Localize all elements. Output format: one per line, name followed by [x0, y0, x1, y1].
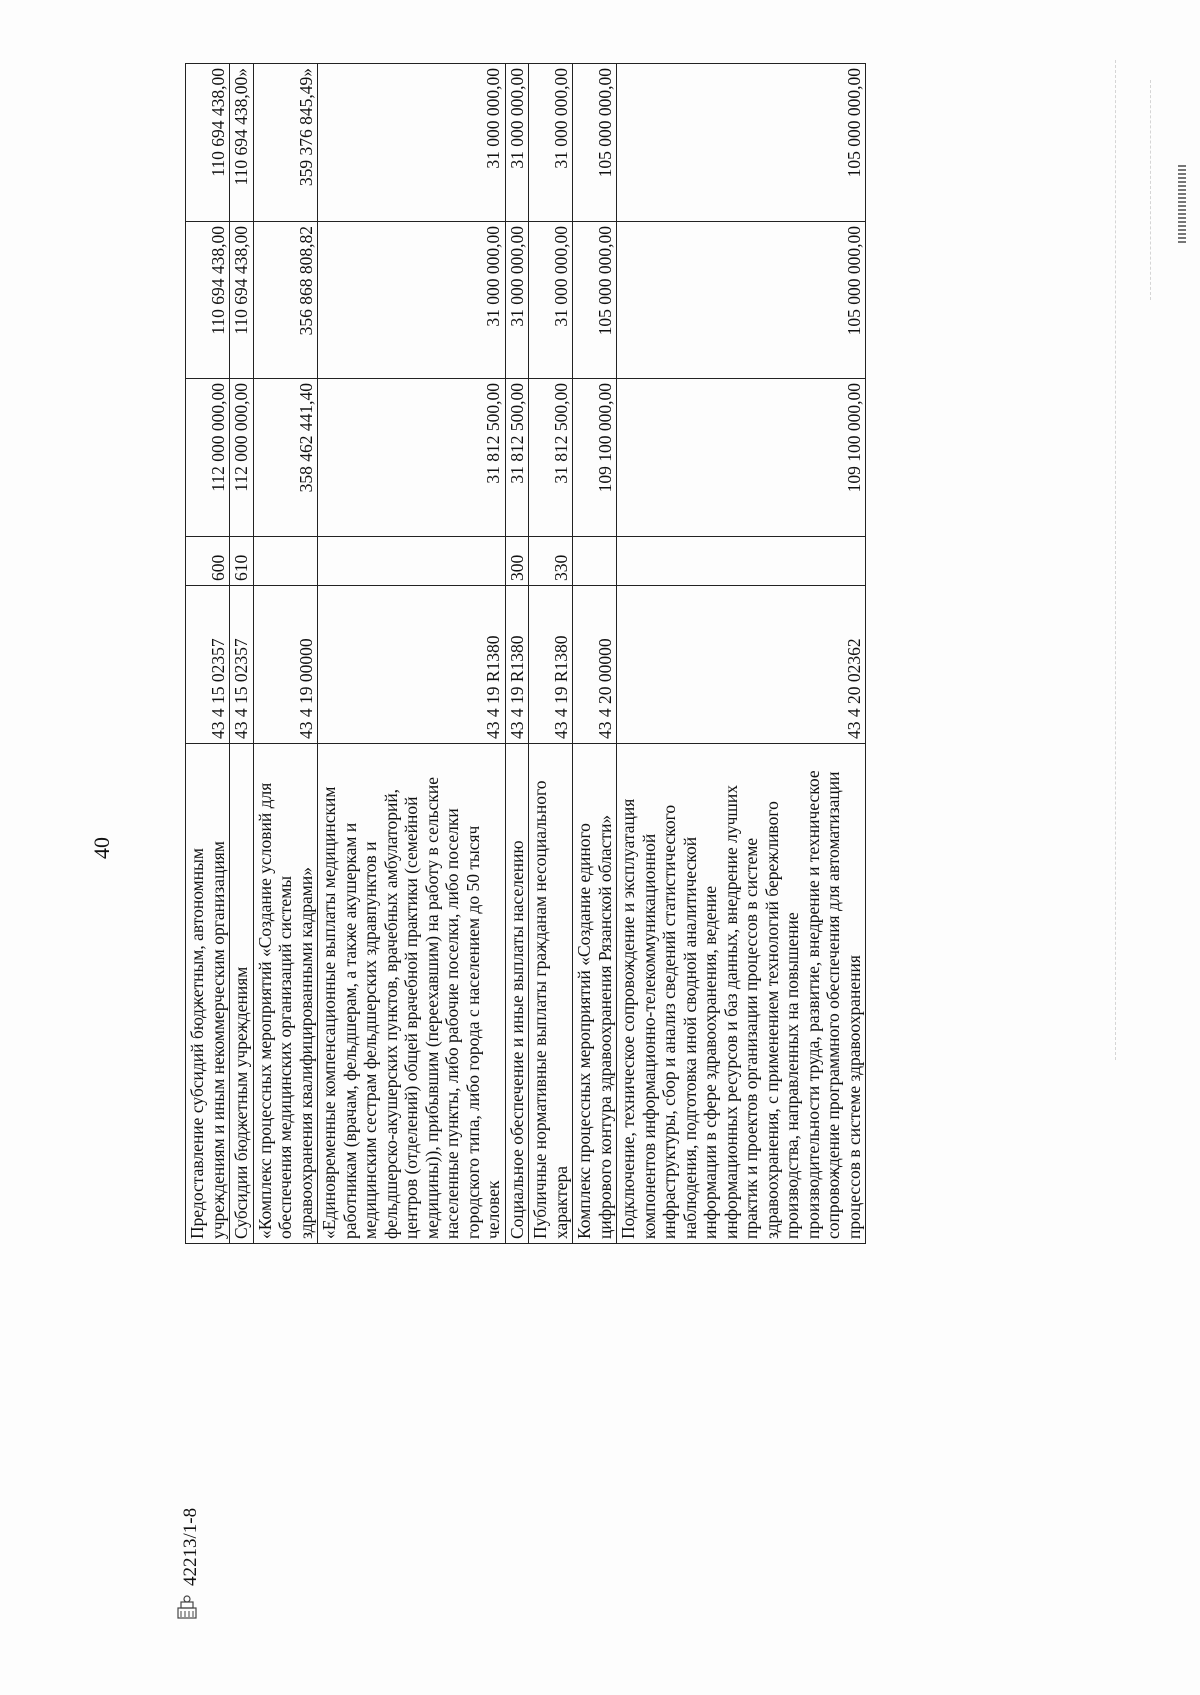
table-row: [505, 64, 529, 1244]
table-row: [529, 64, 573, 1244]
table-row: [253, 64, 318, 1244]
description-line: инфраструктуры, сбор и анализ сведений статистического: [659, 804, 679, 1239]
row-description: [230, 744, 254, 1244]
target-article-code: 43 4 19 00000: [253, 586, 318, 744]
description-line: производительности труда, развитие, внедрение и техническое: [802, 770, 823, 1239]
amount-year-2: 31 000 000,00: [318, 222, 506, 379]
description-line: населенные пункты, либо рабочие поселки, либо поселки: [442, 808, 462, 1239]
target-article-code: 43 4 20 02362: [617, 586, 866, 744]
description-line: компонентов информационно-телекоммуникационной: [638, 833, 659, 1239]
row-description: [573, 744, 617, 1244]
scan-artifact: [1178, 163, 1186, 243]
row-description: [318, 744, 506, 1244]
description-line: здравоохранения квалифицированными кадрами»: [295, 867, 316, 1239]
description-line: обеспечения медицинских организаций системы: [275, 875, 295, 1239]
description-line: Социальное обеспечение и иные выплаты населению: [506, 840, 527, 1239]
amount-year-2: 356 868 808,82: [253, 222, 318, 379]
emblem-icon: [176, 1594, 198, 1620]
table-row: [186, 64, 230, 1244]
description-line: «Единовременные компенсационные выплаты медицинским: [319, 786, 339, 1239]
description-line: Подключение, техническое сопровождение и эксплуатация: [618, 798, 638, 1239]
target-article-code: 43 4 19 R1380: [505, 586, 529, 744]
amount-year-2: 105 000 000,00: [573, 222, 617, 379]
description-line: Публичные нормативные выплаты гражданам несоциального: [530, 780, 550, 1239]
description-line: информации в сфере здравоохранения, ведение: [700, 885, 720, 1239]
expense-type-code: 600: [186, 537, 230, 586]
amount-year-1: 358 462 441,40: [253, 379, 318, 537]
table-row: [617, 64, 866, 1244]
expense-type-code: [318, 537, 506, 586]
amount-year-1: 31 812 500,00: [505, 379, 529, 537]
amount-year-1: 112 000 000,00: [230, 379, 254, 537]
budget-table-rotated: [185, 64, 864, 1244]
expense-type-code: [617, 537, 866, 586]
row-description: [505, 744, 529, 1244]
description-line: центров (отделений) общей врачебной практики (семейной: [401, 796, 421, 1239]
amount-year-3: 105 000 000,00: [617, 64, 866, 222]
description-line: процессов в системе здравоохранения: [843, 955, 864, 1239]
description-line: фельдшерско-акушерских пунктов, врачебных амбулаторий,: [380, 788, 401, 1239]
description-line: цифрового контура здравоохранения Рязанской области»: [594, 814, 615, 1239]
description-line: городского типа, либо города с населением до 50 тысяч: [462, 825, 483, 1239]
description-line: медицины)), прибывшим (переехавшим) на работу в сельские: [421, 776, 442, 1239]
target-article-code: 43 4 19 R1380: [318, 586, 506, 744]
description-line: человек: [483, 1180, 503, 1239]
description-line: производства, направленных на повышение: [782, 912, 802, 1239]
description-line: медицинским сестрам фельдшерских здравпунктов и: [360, 841, 380, 1239]
description-line: Предоставление субсидий бюджетным, автономным: [187, 848, 207, 1239]
target-article-code: 43 4 15 02357: [230, 586, 254, 744]
table-row: [230, 64, 254, 1244]
document-code: 42213/1-8: [180, 1507, 201, 1586]
amount-year-1: 31 812 500,00: [529, 379, 573, 537]
amount-year-3: 31 000 000,00: [318, 64, 506, 222]
description-line: Комплекс процессных мероприятий «Создание единого: [574, 823, 594, 1239]
description-line: сопровождение программного обеспечения для автоматизации: [823, 771, 843, 1239]
description-line: Субсидии бюджетным учреждениям: [231, 966, 251, 1239]
expense-type-code: 330: [529, 537, 573, 586]
target-article-code: 43 4 19 R1380: [529, 586, 573, 744]
expense-type-code: [253, 537, 318, 586]
amount-year-2: 31 000 000,00: [529, 222, 573, 379]
amount-year-1: 31 812 500,00: [318, 379, 506, 537]
amount-year-2: 110 694 438,00: [186, 222, 230, 379]
table-row: [573, 64, 617, 1244]
expense-type-code: 300: [505, 537, 529, 586]
amount-year-3: 105 000 000,00: [573, 64, 617, 222]
amount-year-3: 31 000 000,00: [505, 64, 529, 222]
amount-year-3: 31 000 000,00: [529, 64, 573, 222]
amount-year-1: 112 000 000,00: [186, 379, 230, 537]
description-line: характера: [550, 1165, 571, 1239]
row-description: [186, 744, 230, 1244]
budget-table: [185, 63, 866, 1244]
scan-artifact-line: [1115, 60, 1116, 1060]
amount-year-2: 105 000 000,00: [617, 222, 866, 379]
description-line: информационных ресурсов и баз данных, внедрение лучших: [720, 785, 741, 1239]
amount-year-1: 109 100 000,00: [617, 379, 866, 537]
target-article-code: 43 4 15 02357: [186, 586, 230, 744]
expense-type-code: 610: [230, 537, 254, 586]
row-description: [617, 744, 866, 1244]
description-line: работникам (врачам, фельдшерам, а также акушеркам и: [339, 822, 360, 1239]
description-line: наблюдения, подготовка иной сводной аналитической: [679, 836, 700, 1239]
row-description: [529, 744, 573, 1244]
target-article-code: 43 4 20 00000: [573, 586, 617, 744]
amount-year-3: 359 376 845,49»: [253, 64, 318, 222]
description-line: здравоохранения, с применением технологий бережливого: [761, 801, 782, 1239]
amount-year-2: 110 694 438,00: [230, 222, 254, 379]
description-line: учреждениям и иным некоммерческим организациям: [207, 841, 228, 1239]
amount-year-2: 31 000 000,00: [505, 222, 529, 379]
table-row: [318, 64, 506, 1244]
page-number: 40: [89, 837, 114, 859]
amount-year-3: 110 694 438,00»: [230, 64, 254, 222]
scan-artifact-line: [1150, 80, 1151, 300]
amount-year-1: 109 100 000,00: [573, 379, 617, 537]
description-line: «Комплекс процессных мероприятий «Создание условий для: [254, 782, 275, 1239]
description-line: практик и проектов организации процессов в системе: [741, 837, 761, 1239]
row-description: [253, 744, 318, 1244]
expense-type-code: [573, 537, 617, 586]
amount-year-3: 110 694 438,00: [186, 64, 230, 222]
